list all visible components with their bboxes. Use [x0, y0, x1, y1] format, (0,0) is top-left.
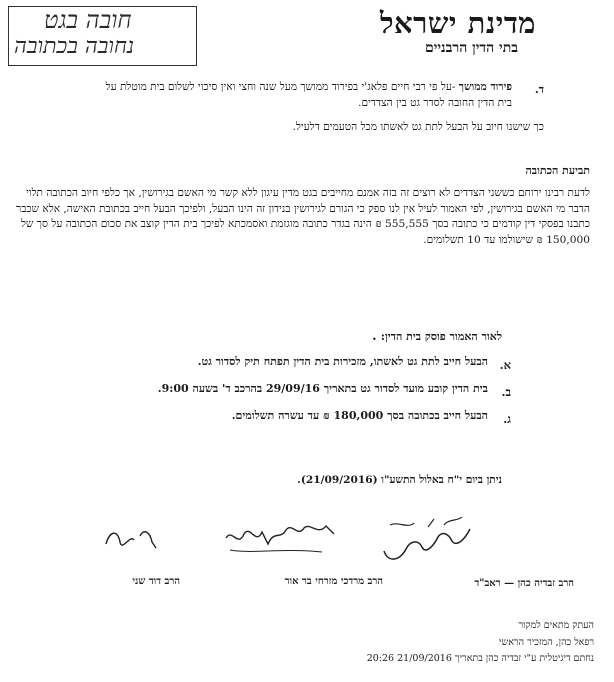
ruling-item-letter: א. [499, 358, 511, 372]
section-d-paragraph [97, 80, 512, 111]
ruling-item: הבעל חייב בכתובה בסך 180,000 ₪ עד עשרה תשלומים. [231, 409, 488, 422]
ruling-item: בית הדין קובע מועד לסדור גט בתאריך 29/09/16 בהרכב ד' בשעה 9:00. [157, 382, 488, 395]
footer-secretary: רפאל כהן, המזכיר הראשי [499, 637, 594, 648]
signature-name: הרב דוד שני [132, 576, 180, 587]
handwritten-note-line1: חובה בגט [44, 6, 132, 34]
given-date-line: ניתן ביום י"ח באלול התשע"ו (21/09/2016). [297, 474, 502, 486]
ruling-heading: לאור האמור פוסק בית הדין: [380, 330, 502, 343]
stray-mark: • [372, 335, 377, 344]
signature-name: הרב זבדיה כהן — ראב"ד [474, 578, 574, 589]
header-title: מדינת ישראל [379, 6, 536, 40]
header-subtitle: בתי הדין הרבניים [424, 40, 518, 56]
footer-digital-signature: נחתם דיגיטלית ע"י זבדיה כהן בתאריך 21/09/2016 20:26 [366, 653, 594, 664]
ruling-item-letter: ג. [503, 412, 511, 426]
signature-david-shani [100, 522, 160, 556]
signature-zvadya-cohen [378, 515, 478, 565]
section-d-label: פירוד ממושך [458, 81, 512, 93]
ketubah-paragraph: לדעת רבינו ירוחם כששני הצדדים לא רוצים זה בזה אמנם מחייבים בגט מדין עיגון ללא קשר מי האשם בגירושין, אך כלפי חיוב הכתובה תלוי הדבר מי האשם בגירושין, לפי האמור לעיל אין לנו ספק כי הגורם לגירושין בנידון זה הינו הבעל, ולפיכך הבעל חייב בכתובת האישה, אלא שכבר כתבנו בפסקי דין קודמים כי כתובה בסך 555,555 ₪ הינה בגדר כתובה מוגזמת ואסמכתא לפיכך בית הדין קוצב את סכום הכתובה על סך של 150,000 ₪ שישולמו עד 10 תשלומים. [16, 187, 590, 247]
signature-name: הרב מרדכי מזרחי בר אור [284, 576, 383, 587]
handwritten-note-line2: נחובה בכתובה [14, 34, 135, 59]
signature-mordechai-mizrahi [222, 518, 340, 560]
ruling-item-letter: ב. [501, 385, 511, 399]
summary-line: כך שישנו חיוב על הבעל לתת גט לאשתו מכל הטעמים דלעיל. [292, 121, 544, 133]
section-d-text: -על פי רבי חיים פלאג'י בפירוד ממושך מעל שנה וחצי ואין סיכוי לשלום בית מוטלת על בית הדין החובה לסדר גט בין הצדדים. [105, 81, 512, 109]
ruling-item: הבעל חייב לתת גט לאשתו, מזכירות בית הדין תפתח תיק לסדור גט. [197, 355, 488, 368]
footer-certified-copy: העתק מתאים למקור [518, 620, 594, 631]
section-d-letter: ד. [534, 83, 544, 96]
ketubah-heading: תביעת הכתובה [525, 164, 590, 177]
